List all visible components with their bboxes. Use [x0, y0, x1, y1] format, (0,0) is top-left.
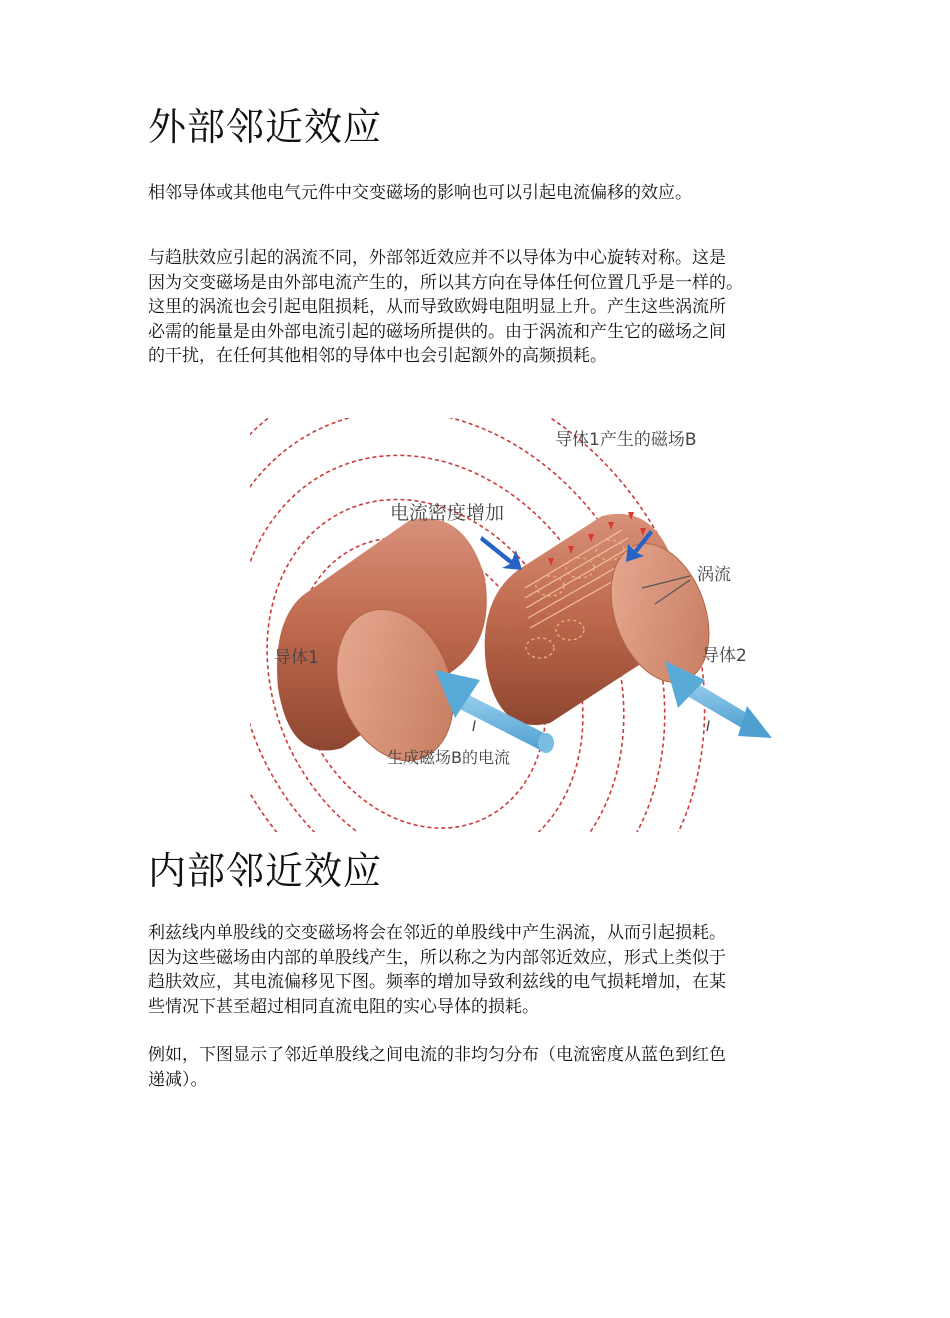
text-line: 递减）。 [148, 1069, 208, 1090]
body-paragraph-example [148, 1043, 798, 1092]
label-conductor-1: 导体1 [274, 648, 319, 668]
text-line: 因为这些磁场由内部的单股线产生，所以称之为内部邻近效应，形式上类似于 [148, 947, 726, 968]
intro-paragraph: 相邻导体或其他电气元件中交变磁场的影响也可以引起电流偏移的效应。 [148, 183, 692, 203]
body-paragraph-litz [148, 921, 798, 1019]
label-source-current: 生成磁场B的电流 [387, 748, 510, 767]
text-line: 趋肤效应，其电流偏移见下图。频率的增加导致利兹线的电气损耗增加，在某 [148, 972, 726, 992]
section-title-external-proximity: 外部邻近效应 [148, 105, 383, 149]
text-line: 因为交变磁场是由外部电流产生的，所以其方向在导体任何位置几乎是一样的。 [148, 272, 743, 293]
body-paragraph-eddy [148, 246, 798, 369]
proximity-effect-illustration [250, 418, 790, 832]
label-field-b: 导体1产生的磁场B [555, 430, 697, 450]
label-current-i-1: I [472, 719, 477, 735]
text-line: 与趋肤效应引起的涡流不同，外部邻近效应并不以导体为中心旋转对称。这是 [148, 248, 726, 268]
text-line: 的干扰，在任何其他相邻的导体中也会引起额外的高频损耗。 [148, 346, 607, 366]
section-title-internal-proximity: 内部邻近效应 [148, 849, 383, 893]
text-line: 例如，下图显示了邻近单股线之间电流的非均匀分布（电流密度从蓝色到红色 [148, 1045, 726, 1065]
text-line: 这里的涡流也会引起电阻损耗，从而导致欧姆电阻明显上升。产生这些涡流所 [148, 297, 726, 317]
label-density-increase: 电流密度增加 [390, 502, 505, 524]
current-arrow-conductor-2 [665, 661, 772, 738]
text-line: 些情况下甚至超过相同直流电阻的实心导体的损耗。 [148, 996, 539, 1017]
label-conductor-2: 导体2 [702, 646, 747, 666]
label-eddy-current: 涡流 [697, 565, 731, 585]
text-line: 利兹线内单股线的交变磁场将会在邻近的单股线中产生涡流，从而引起损耗。 [148, 923, 726, 943]
label-current-i-2: I [706, 719, 711, 735]
proximity-effect-figure [250, 418, 790, 832]
text-line: 必需的能量是由外部电流引起的磁场所提供的。由于涡流和产生它的磁场之间 [148, 321, 726, 342]
